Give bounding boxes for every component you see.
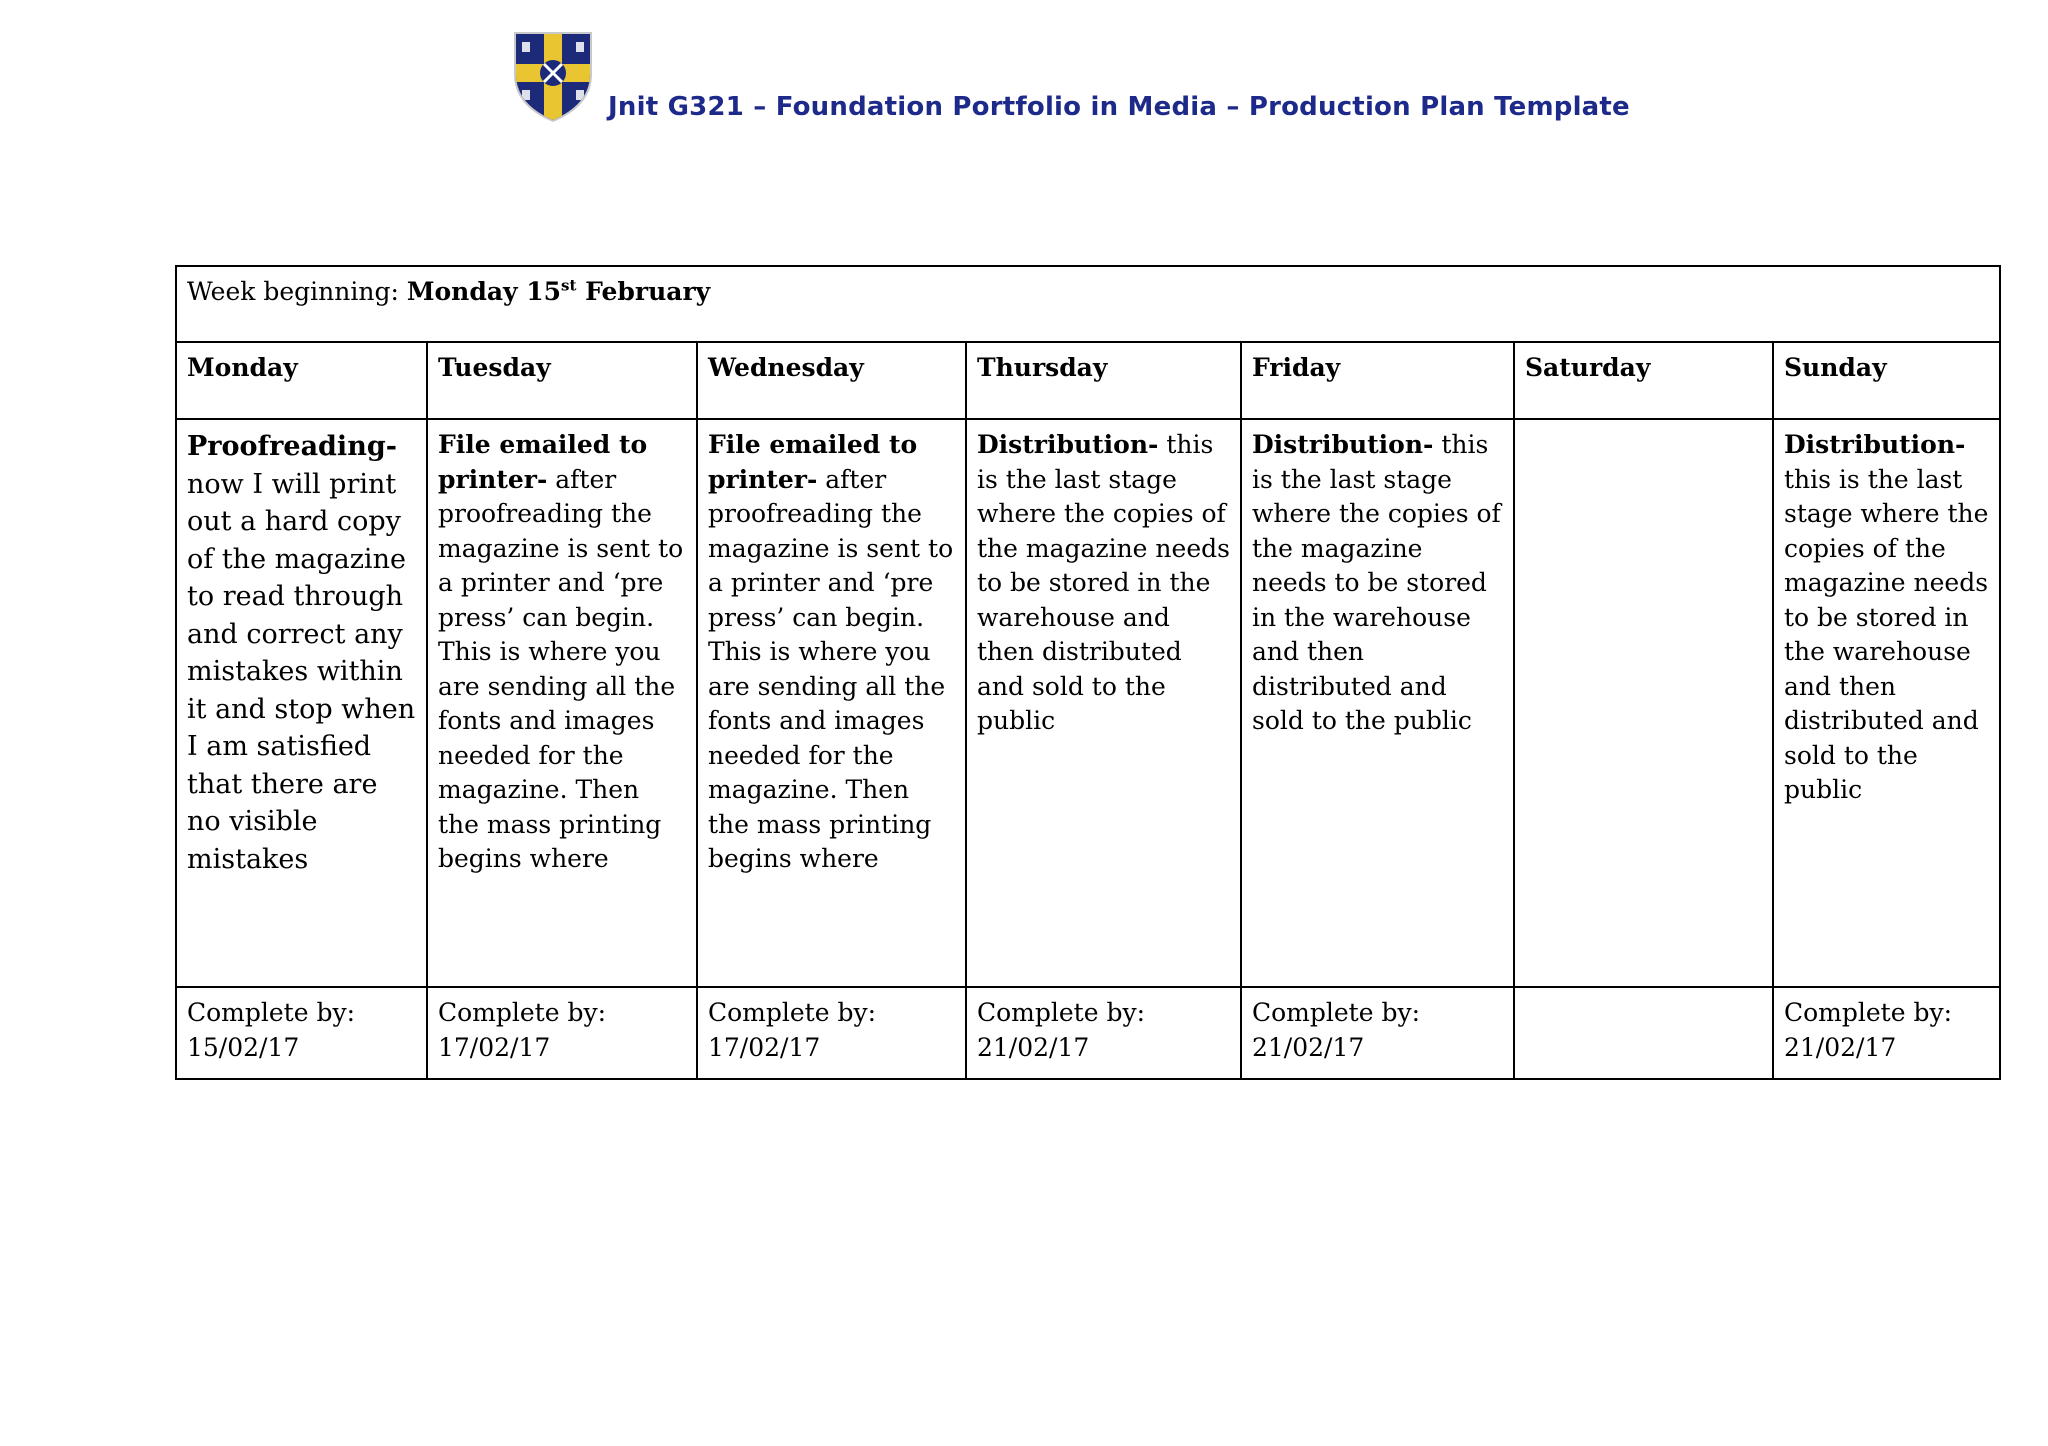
day-header-sunday: Sunday xyxy=(1773,342,2000,419)
complete-by-date: 17/02/17 xyxy=(708,1032,821,1062)
complete-by-wednesday xyxy=(697,987,966,1079)
complete-by-tuesday xyxy=(427,987,697,1079)
production-plan-table xyxy=(175,265,2001,1080)
day-header-monday: Monday xyxy=(176,342,427,419)
page-title: Jnit G321 – Foundation Portfolio in Media – Production Plan Template xyxy=(608,92,1630,122)
day-header-saturday: Saturday xyxy=(1514,342,1773,419)
task-title: File emailed to printer- xyxy=(438,430,648,494)
complete-by-label: Complete by: xyxy=(1784,998,1953,1027)
task-description: now I will print out a hard copy of the magazine to read through and correct any mistakes within it and stop when I am satisfied that there are no visible mistakes xyxy=(187,468,416,875)
complete-by-date: 21/02/17 xyxy=(1252,1032,1365,1062)
week-beginning-label: Week beginning: xyxy=(187,277,407,306)
task-cell-wednesday xyxy=(697,419,966,987)
task-title: Distribution- xyxy=(1252,430,1434,459)
week-date-main: Monday 15 xyxy=(406,277,562,306)
day-header-friday: Friday xyxy=(1241,342,1514,419)
complete-by-label: Complete by: xyxy=(708,998,877,1027)
complete-by-monday xyxy=(176,987,427,1079)
task-title: Proofreading- xyxy=(187,431,397,462)
page-header xyxy=(508,24,1708,134)
task-title: Distribution- xyxy=(1784,430,1966,459)
complete-by-date: 21/02/17 xyxy=(1784,1032,1897,1062)
task-description: after proofreading the magazine is sent to a printer and ‘pre press’ can begin. This is where you are sending all the fonts and images needed for the magazine. Then the mass printing begins where xyxy=(438,464,684,873)
week-row xyxy=(176,266,2000,342)
complete-by-date: 21/02/17 xyxy=(977,1032,1090,1062)
task-cell-thursday xyxy=(966,419,1241,987)
day-header-tuesday: Tuesday xyxy=(427,342,697,419)
task-cell-sunday xyxy=(1773,419,2000,987)
complete-by-label: Complete by: xyxy=(187,998,356,1027)
task-title: File emailed to printer- xyxy=(708,430,918,494)
task-description: this is the last stage where the copies of the magazine needs to be stored in the warehouse and then distributed and sold to the public xyxy=(1784,464,1989,804)
complete-by-label: Complete by: xyxy=(1252,998,1421,1027)
complete-by-saturday xyxy=(1514,987,1773,1079)
week-date-month: February xyxy=(576,277,711,306)
task-description: this is the last stage where the copies of the magazine needs to be stored in the warehouse and then distributed and sold to the public xyxy=(1252,430,1501,735)
task-row xyxy=(176,419,2000,987)
task-title: Distribution- xyxy=(977,430,1159,459)
complete-by-row xyxy=(176,987,2000,1079)
day-header-thursday: Thursday xyxy=(966,342,1241,419)
complete-by-sunday xyxy=(1773,987,2000,1079)
task-description: after proofreading the magazine is sent to a printer and ‘pre press’ can begin. This is where you are sending all the fonts and images needed for the magazine. Then the mass printing begins where xyxy=(708,464,954,873)
week-beginning-cell xyxy=(176,266,2000,342)
complete-by-label: Complete by: xyxy=(438,998,607,1027)
task-cell-tuesday xyxy=(427,419,697,987)
day-header-wednesday: Wednesday xyxy=(697,342,966,419)
complete-by-date: 17/02/17 xyxy=(438,1032,551,1062)
week-beginning-value xyxy=(407,277,710,306)
task-description: this is the last stage where the copies of the magazine needs to be stored in the warehouse and then distributed and sold to the public xyxy=(977,430,1230,735)
complete-by-label: Complete by: xyxy=(977,998,1146,1027)
school-crest-icon xyxy=(508,24,598,124)
task-cell-friday xyxy=(1241,419,1514,987)
week-date-suffix: st xyxy=(561,276,577,295)
task-cell-monday xyxy=(176,419,427,987)
complete-by-date: 15/02/17 xyxy=(187,1032,300,1062)
task-cell-saturday xyxy=(1514,419,1773,987)
complete-by-friday xyxy=(1241,987,1514,1079)
day-header-row xyxy=(176,342,2000,419)
complete-by-thursday xyxy=(966,987,1241,1079)
